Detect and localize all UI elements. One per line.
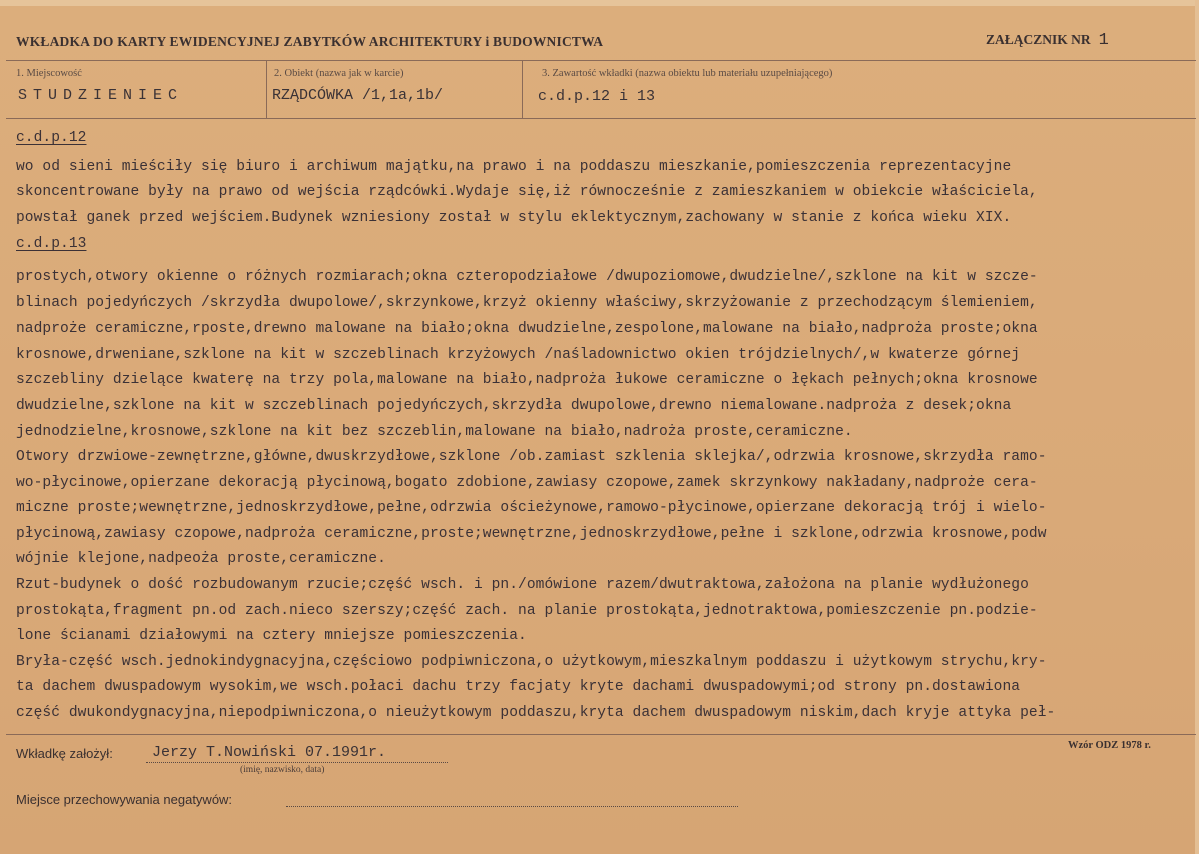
body-line: blinach pojedyńczych /skrzydła dwupolowe/,skrzynkowe,krzyż okienny właściwy,skrzyżowanie z przechodzącym ślemieniem, (16, 295, 1038, 311)
body-line: płycinową,zawiasy czopowe,nadproża ceramiczne,proste;wewnętrzne,jednoskrzydłowe,pełne i szklone,odrzwia krosnowe,podw (16, 526, 1047, 542)
annex-number: 1 (1098, 31, 1109, 50)
header-rule (6, 60, 1196, 61)
annex-label-text: ZAŁĄCZNIK NR (986, 32, 1091, 47)
body-line: lone ścianami działowymi na cztery mniejsze pomieszczenia. (16, 628, 527, 644)
paper-edge-top (0, 0, 1199, 6)
field-2-value: RZĄDCÓWKA /1,1a,1b/ (272, 87, 444, 104)
annex-label (986, 31, 1109, 50)
body-line: wójnie klejone,nadpeoża proste,ceramiczne. (16, 551, 386, 567)
field-3-value: c.d.p.12 i 13 (538, 88, 656, 105)
body-line: dwudzielne,szklone na kit w szczeblinach pojedyńczych,skrzydła dwupolowe,drewno niemalowane.nadproża z desek;okna (16, 398, 1012, 414)
body-line: nadproże ceramiczne,rposte,drewno malowane na biało;okna dwudzielne,zespolone,malowane na biało,nadproża proste;okna (16, 321, 1038, 337)
field-1-value: STUDZIENIEC (18, 87, 184, 104)
body-line: szczebliny dzielące kwaterę na trzy pola,malowane na biało,nadproża łukowe ceramiczne o łękach pełnych;okna krosnowe (16, 372, 1038, 388)
body-line: krosnowe,drweniane,szklone na kit w szczeblinach krzyżowych /naśladownictwo okien trójdzielnych/,w kwaterze górnej (16, 347, 1021, 363)
body-line: prostokąta,fragment pn.od zach.nieco szerszy;część zach. na planie prostokąta,jednotraktowa,pomieszczenie pn.podzie- (16, 603, 1038, 619)
body-line: prostych,otwory okienne o różnych rozmiarach;okna czteropodziałowe /dwupoziomowe,dwudzielne/,szklone na kit w szcze- (16, 269, 1038, 285)
field-divider-1 (266, 60, 267, 118)
author-note: (imię, nazwisko, data) (240, 765, 325, 775)
body-line: wo od sieni mieściły się biuro i archiwum majątku,na prawo i na poddaszu mieszkanie,pomieszczenia reprezentacyjne (16, 159, 1012, 175)
body-line: wo-płycinowe,opierzane dekoracją płycinową,bogato zdobione,zawiasy czopowe,zamek skrzynkowy nakładany,nadproże cera- (16, 475, 1038, 491)
author-label: Wkładkę założył: (16, 746, 113, 761)
body-line: powstał ganek przed wejściem.Budynek wzniesiony został w stylu eklektycznym,zachowany w stanie z końca wieku XIX. (16, 210, 1012, 226)
body-line: część dwukondygnacyjna,niepodpiwniczona,o nieużytkowym poddaszu,kryta dachem dwuspadowym niskim,dach kryje attyka peł- (16, 705, 1056, 721)
body-line: Otwory drzwiowe-zewnętrzne,główne,dwuskrzydłowe,szklone /ob.zamiast szklenia sklejka/,odrzwia krosnowe,skrzydła ramo- (16, 449, 1047, 465)
body-line: ta dachem dwuspadowym wysokim,we wsch.połaci dachu trzy facjaty kryte dachami dwuspadowymi;od strony pn.dostawiona (16, 679, 1021, 695)
footer-rule (6, 734, 1196, 735)
body-line: Rzut-budynek o dość rozbudowanym rzucie;część wsch. i pn./omówione razem/dwutraktowa,założona na planie wydłużonego (16, 577, 1029, 593)
field-3-label: 3. Zawartość wkładki (nazwa obiektu lub materiału uzupełniającego) (542, 68, 833, 79)
paper-edge-right (1195, 0, 1199, 854)
field-2-label: 2. Obiekt (nazwa jak w karcie) (274, 68, 404, 79)
fields-rule (6, 118, 1196, 119)
field-1-label: 1. Miejscowość (16, 68, 82, 79)
body-line: jednodzielne,krosnowe,szklone na kit bez szczeblin,malowane na biało,nadroża proste,ceramiczne. (16, 424, 853, 440)
body-line: skoncentrowane były na prawo od wejścia rządcówki.Wydaje się,iż równocześnie z zamieszkaniem w obiekcie właściciela, (16, 184, 1038, 200)
field-divider-2 (522, 60, 523, 118)
form-reference: Wzór ODZ 1978 r. (1068, 740, 1151, 751)
body-line: c.d.p.12 (16, 130, 87, 146)
form-title: WKŁADKA DO KARTY EWIDENCYJNEJ ZABYTKÓW ARCHITEKTURY i BUDOWNICTWA (16, 34, 604, 49)
body-line: c.d.p.13 (16, 236, 87, 252)
author-dotted-line (146, 762, 448, 763)
body-line: miczne proste;wewnętrzne,jednoskrzydłowe,pełne,odrzwia ościeżynowe,ramowo-płycinowe,opierzane dekoracją trój i wielo- (16, 500, 1047, 516)
negatives-dotted-line (286, 806, 738, 807)
body-line: Bryła-część wsch.jednokindygnacyjna,częściowo podpiwniczona,o użytkowym,mieszkalnym poddaszu i użytkowym strychu,kry- (16, 654, 1047, 670)
author-value: Jerzy T.Nowiński 07.1991r. (152, 744, 387, 761)
negatives-label: Miejsce przechowywania negatywów: (16, 792, 233, 807)
